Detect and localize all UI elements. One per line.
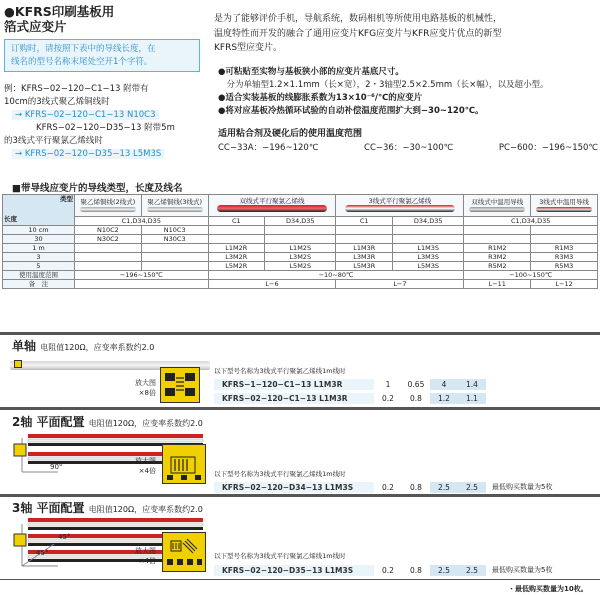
example-line-2: 10cm的3线式聚乙烯铜线时 <box>4 97 110 107</box>
section-divider <box>0 494 600 497</box>
spec-row <box>214 393 486 404</box>
table-cell <box>75 253 142 262</box>
temperature-row <box>3 271 598 280</box>
row-label: 3 <box>3 253 75 262</box>
magnify-text: 放大图 <box>135 379 156 387</box>
spec-value: 2.5 <box>430 482 458 493</box>
table-cell: N30C2 <box>75 235 142 244</box>
wire-type-table <box>2 194 598 289</box>
wire-image <box>80 207 136 212</box>
spec-value: 0.8 <box>410 566 422 575</box>
section-divider <box>0 579 600 580</box>
table-cell: L−11 <box>464 280 531 289</box>
model-name: KFRS−02−120−D35−13 L1M3S <box>214 565 374 576</box>
row-label: 30 <box>3 235 75 244</box>
spec-value: 1.2 <box>430 393 458 404</box>
magnify-text: 放大图 <box>135 457 156 465</box>
intro-line-3: KFRS型应变片。 <box>214 43 283 53</box>
wire-table-title: ■带导线应变片的导线类型，长度及线名 <box>12 183 183 194</box>
table-cell: L3M3R <box>336 253 393 262</box>
temperature-title: 适用粘合剂及硬化后的使用温度范围 <box>218 129 363 139</box>
table-cell <box>392 235 463 244</box>
gauge-grid-icon <box>161 368 199 402</box>
title-line-2: 箔式应变片 <box>4 19 67 34</box>
section-divider <box>0 407 600 410</box>
wire-type-2-pvc <box>208 195 336 217</box>
wire-image <box>345 205 455 212</box>
spec-value: 0.2 <box>382 483 394 492</box>
wire-image <box>217 205 327 212</box>
apply-cell: C1 <box>336 217 393 226</box>
table-cell: L1M2R <box>208 244 265 253</box>
table-cell <box>336 235 393 244</box>
table-cell: R5M3 <box>531 262 598 271</box>
spec-value: 0.8 <box>410 483 422 492</box>
magnify-factor: ×4倍 <box>138 557 156 565</box>
wire-type-label: 双线式平行聚氯乙烯线 <box>239 197 305 205</box>
table-cell <box>392 226 463 235</box>
temperature-item: CC−36：−30~100℃ <box>364 143 454 153</box>
single-axis-heading: 单轴 <box>12 339 37 353</box>
order-line-1: 订购时，请按照下表中的导线长度，在 <box>11 44 156 54</box>
feature-item: ●适合实装基板的线膨胀系数为13×10⁻⁶/℃的应变片 <box>218 93 423 103</box>
type-label: 类型 <box>60 195 73 203</box>
table-cell: R3M2 <box>464 253 531 262</box>
table-cell <box>141 253 208 262</box>
gauge-enlarged-icon <box>162 444 206 484</box>
order-instruction-box <box>4 39 200 72</box>
single-axis-title <box>12 337 154 354</box>
wire-image <box>469 207 525 212</box>
spec-value: 2.5 <box>458 565 486 576</box>
table-cell <box>464 235 531 244</box>
spec-value: 0.2 <box>382 394 394 403</box>
magnify-text: 放大图 <box>135 547 156 555</box>
row-label: 1 m <box>3 244 75 253</box>
table-cell <box>141 262 208 271</box>
table-cell: L5M3S <box>392 262 463 271</box>
angle-label: 45° <box>36 549 49 557</box>
model-name: KFRS−02−120−C1−13 L1M3R <box>214 393 374 404</box>
spec-value: 0.65 <box>407 380 425 389</box>
spec-note: 以下型号名称为3线式平行聚氯乙烯线1m线时 <box>214 470 346 478</box>
spec-value: 1.1 <box>458 393 486 404</box>
single-axis-sub: 电阻值120Ω，应变率系数约2.0 <box>40 343 155 352</box>
table-cell <box>75 280 209 289</box>
table-cell: −196~150℃ <box>75 271 209 280</box>
two-axis-sub: 电阻值120Ω，应变率系数约2.0 <box>88 419 203 428</box>
table-row <box>3 262 598 271</box>
min-order-note: 最低购买数量为5枚 <box>492 566 553 574</box>
spec-value: 1.4 <box>458 379 486 390</box>
spec-value: 0.2 <box>382 566 394 575</box>
gauge-3axis-icon <box>163 533 205 571</box>
table-cell <box>208 226 265 235</box>
three-axis-heading: 3轴 平面配置 <box>12 501 85 515</box>
temperature-item: PC−600：−196~150℃ <box>498 143 598 153</box>
spec-value: 2.5 <box>458 482 486 493</box>
table-row <box>3 226 598 235</box>
intro-text <box>214 12 598 56</box>
table-cell: L5M2R <box>208 262 265 271</box>
intro-line-2: 温度特性而开发的融合了通用应变片KFG应变片与KFR应变片优点的新型 <box>214 28 502 39</box>
table-cell <box>464 226 531 235</box>
table-cell: L−6 <box>208 280 336 289</box>
example-arrow-1 <box>4 109 204 122</box>
wire-image <box>147 207 203 212</box>
example-line-1: 例：KFRS−02−120−C1−13 附带有 <box>4 84 149 94</box>
table-cell <box>265 226 336 235</box>
temperature-range-list <box>218 141 598 153</box>
order-example <box>4 83 204 161</box>
title-line-1: ●KFRS印刷基板用 <box>4 4 115 19</box>
feature-item: ●将对应基板冷热循环试验的自动补偿温度范围扩大到−30~120℃。 <box>218 106 484 116</box>
table-cell <box>141 244 208 253</box>
min-order-note: 最低购买数量为5枚 <box>492 483 553 491</box>
apply-cell: C1,D34,D35 <box>75 217 209 226</box>
table-cell: L5M3R <box>336 262 393 271</box>
wire-type-label: 聚乙烯铜线(2线式) <box>80 197 136 206</box>
magnify-factor: ×8倍 <box>138 389 156 397</box>
spec-value: 4 <box>430 379 458 390</box>
wire-type-label: 聚乙烯铜线(3线式) <box>147 197 203 206</box>
spec-row <box>214 565 552 576</box>
table-cell: N30C3 <box>141 235 208 244</box>
table-cell: L1M3R <box>336 244 393 253</box>
wire-type-label: 3线式中温用导线 <box>539 197 589 206</box>
example-arrow-2 <box>4 148 204 161</box>
intro-line-1: 是为了能够评价手机，导航系统，数码相机等所使用电路基板的机械性， <box>214 14 503 24</box>
notes-row <box>3 280 598 289</box>
table-cell: L1M2S <box>265 244 336 253</box>
table-cell: R1M3 <box>531 244 598 253</box>
two-axis-heading: 2轴 平面配置 <box>12 415 85 429</box>
section-divider <box>0 332 600 335</box>
table-cell: R1M2 <box>464 244 531 253</box>
angle-label: 45° <box>58 533 71 541</box>
gauge-sensor-icon <box>14 360 22 368</box>
magnification-label <box>116 378 156 398</box>
row-label: 10 cm <box>3 226 75 235</box>
wire-type-label: 双线式中温用导线 <box>471 197 524 206</box>
spec-note: 以下型号名称为3线式平行聚氯乙烯线1m线时 <box>214 367 346 375</box>
magnification-label <box>116 456 156 476</box>
table-cell <box>208 235 265 244</box>
wire-type-3-poly <box>141 195 208 217</box>
table-cell: L3M3S <box>392 253 463 262</box>
gauge-2axis-icon <box>163 445 205 483</box>
wire-image <box>536 207 592 212</box>
gauge-enlarged-icon <box>162 532 206 572</box>
model-name: KFRS−1−120−C1−13 L1M3R <box>214 379 374 390</box>
example-model-2: → KFRS−02−120−D35−13 L5M3S <box>12 149 164 159</box>
table-cell <box>75 262 142 271</box>
page-title <box>4 4 114 34</box>
table-cell <box>265 235 336 244</box>
table-cell <box>531 235 598 244</box>
table-cell: −10~80℃ <box>208 271 464 280</box>
footer-note: ・最低购买数量为10枚。 <box>508 585 588 593</box>
wire-type-3-pvc <box>336 195 464 217</box>
feature-item: 分为单轴型1.2×1.1mm（长×宽），2・3轴型2.5×2.5mm（长×幅），以及超小型。 <box>218 80 549 90</box>
spec-row <box>214 482 552 493</box>
wire-type-2-mid <box>464 195 531 217</box>
table-cell <box>336 226 393 235</box>
angle-label: 90° <box>50 463 63 471</box>
row-label: 5 <box>3 262 75 271</box>
table-cell: −100~150℃ <box>464 271 598 280</box>
feature-item: ●可粘贴至实物与基板狭小部的应变片基底尺寸。 <box>218 67 404 77</box>
apply-cell: D34,D35 <box>265 217 336 226</box>
table-cell: N10C3 <box>141 226 208 235</box>
type-length-header <box>3 195 75 226</box>
row-label: 备 注 <box>3 280 75 289</box>
spec-value: 1 <box>385 380 391 389</box>
example-line-3: KFRS−02−120−D35−13 附带5m <box>36 123 175 133</box>
temperature-item: CC−33A：−196~120℃ <box>218 143 319 153</box>
three-axis-sub: 电阻值120Ω，应变率系数约2.0 <box>88 505 203 514</box>
gauge-enlarged-icon <box>160 367 200 403</box>
row-label: 使用温度范围 <box>3 271 75 280</box>
table-row <box>3 235 598 244</box>
magnify-factor: ×4倍 <box>138 467 156 475</box>
table-row <box>3 244 598 253</box>
model-name: KFRS−02−120−D34−13 L1M3S <box>214 482 374 493</box>
apply-cell: C1 <box>208 217 265 226</box>
spec-value: 0.8 <box>410 394 422 403</box>
spec-row <box>214 379 486 390</box>
table-cell <box>531 226 598 235</box>
wire-type-label: 3线式平行聚氯乙烯线 <box>368 197 432 205</box>
apply-cell: D34,D35 <box>392 217 463 226</box>
feature-list <box>218 66 598 118</box>
table-cell: L3M2R <box>208 253 265 262</box>
table-row <box>3 253 598 262</box>
order-line-2: 线名的型号名称末尾处空开1个字符。 <box>11 57 153 67</box>
example-model-1: → KFRS−02−120−C1−13 N10C3 <box>12 110 159 120</box>
spec-value: 2.5 <box>430 565 458 576</box>
example-line-4: 的3线式平行聚氯乙烯线时 <box>4 136 103 146</box>
table-cell: L1M3S <box>392 244 463 253</box>
table-cell: R5M2 <box>464 262 531 271</box>
wire-type-3-mid <box>531 195 598 217</box>
table-cell: R3M3 <box>531 253 598 262</box>
table-cell: L−7 <box>336 280 464 289</box>
table-cell: L3M2S <box>265 253 336 262</box>
table-cell <box>75 244 142 253</box>
magnification-label <box>116 546 156 566</box>
table-cell: L−12 <box>531 280 598 289</box>
apply-cell: C1,D34,D35 <box>464 217 598 226</box>
wire-type-2-poly <box>75 195 142 217</box>
spec-note: 以下型号名称为3线式平行聚氯乙烯线1m线时 <box>214 552 346 560</box>
table-cell: N10C2 <box>75 226 142 235</box>
table-cell: L5M2S <box>265 262 336 271</box>
length-label: 长度 <box>4 215 17 223</box>
